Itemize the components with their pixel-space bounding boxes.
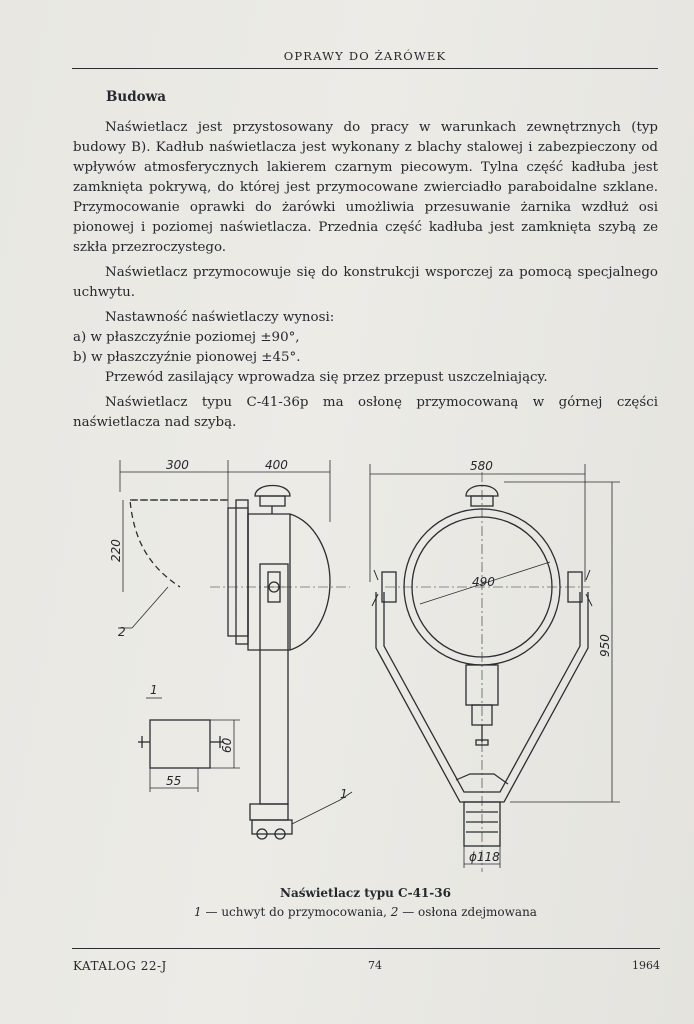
legend-number-2: 2 xyxy=(390,905,399,919)
figure-caption-legend xyxy=(73,905,658,919)
dim-front-diameter: 490 xyxy=(472,575,495,589)
detail-label: 1 xyxy=(150,683,158,697)
footer-page-number: 74 xyxy=(368,959,382,972)
section-heading: Budowa xyxy=(106,89,167,105)
footer-catalog: KATALOG 22-J xyxy=(73,959,167,973)
dim-detail-width: 55 xyxy=(166,774,182,788)
floodlight-drawing xyxy=(100,452,640,872)
dim-side-front: 400 xyxy=(265,458,288,472)
running-head: OPRAWY DO ŻARÓWEK xyxy=(283,49,447,63)
header-rule xyxy=(72,68,658,69)
callout-2: 2 xyxy=(118,625,126,639)
dim-front-width: 580 xyxy=(470,459,493,473)
paragraph-construction: Naświetlacz jest przystosowany do pracy w warunkach zewnętrznych (typ budowy B). Kadłub naświetlacza jest wykonany z blachy stalowej i zabezpieczony od wpływów atmosferycznych lakierem czarnym piecowym. Tylna część kadłuba jest zamknięta pokrywą, do której jest przymocowane zwierciadło paraboidalne szklane. Przymocowanie oprawki do żarówki umożliwia przesuwanie żarnika wzdłuż osi pionowej i poziomej naświetlacza. Przednia część kadłuba jest zamknięta szybą ze szkła przezroczystego. xyxy=(73,120,658,255)
paragraph-variant: Naświetlacz typu C-41-36p ma osłonę przymocowaną w górnej części naświetlacza nad szybą. xyxy=(73,395,658,430)
dim-detail-height: 60 xyxy=(220,737,234,753)
callout-1: 1 xyxy=(340,787,348,801)
legend-number-1: 1 xyxy=(194,905,202,919)
list-item-horizontal: a) w płaszczyźnie poziomej ±90°, xyxy=(73,330,300,345)
body-text xyxy=(73,118,658,438)
dim-front-height: 950 xyxy=(598,634,612,657)
footer-rule xyxy=(72,948,660,949)
side-view xyxy=(109,458,352,839)
detail-bracket xyxy=(138,683,240,792)
list-item-vertical: b) w płaszczyźnie pionowej ±45°. xyxy=(73,350,301,365)
technical-drawing xyxy=(100,452,640,872)
front-view xyxy=(370,459,620,872)
dim-side-height: 220 xyxy=(109,539,123,562)
figure-caption-title: Naświetlacz typu C-41-36 xyxy=(280,886,451,900)
paragraph-adjustability: Nastawność naświetlaczy wynosi: xyxy=(105,310,335,325)
footer-year: 1964 xyxy=(632,959,660,972)
legend-text-1: — uchwyt do przymocowania, xyxy=(201,905,391,919)
dim-side-rear: 300 xyxy=(166,458,189,472)
paragraph-mounting: Naświetlacz przymocowuje się do konstrukcji wsporczej za pomocą specjalnego uchwytu. xyxy=(73,265,658,300)
dim-base-diameter: ϕ118 xyxy=(469,850,500,864)
paragraph-cable: Przewód zasilający wprowadza się przez przepust uszczelniający. xyxy=(105,370,548,385)
legend-text-2: — osłona zdejmowana xyxy=(398,905,537,919)
